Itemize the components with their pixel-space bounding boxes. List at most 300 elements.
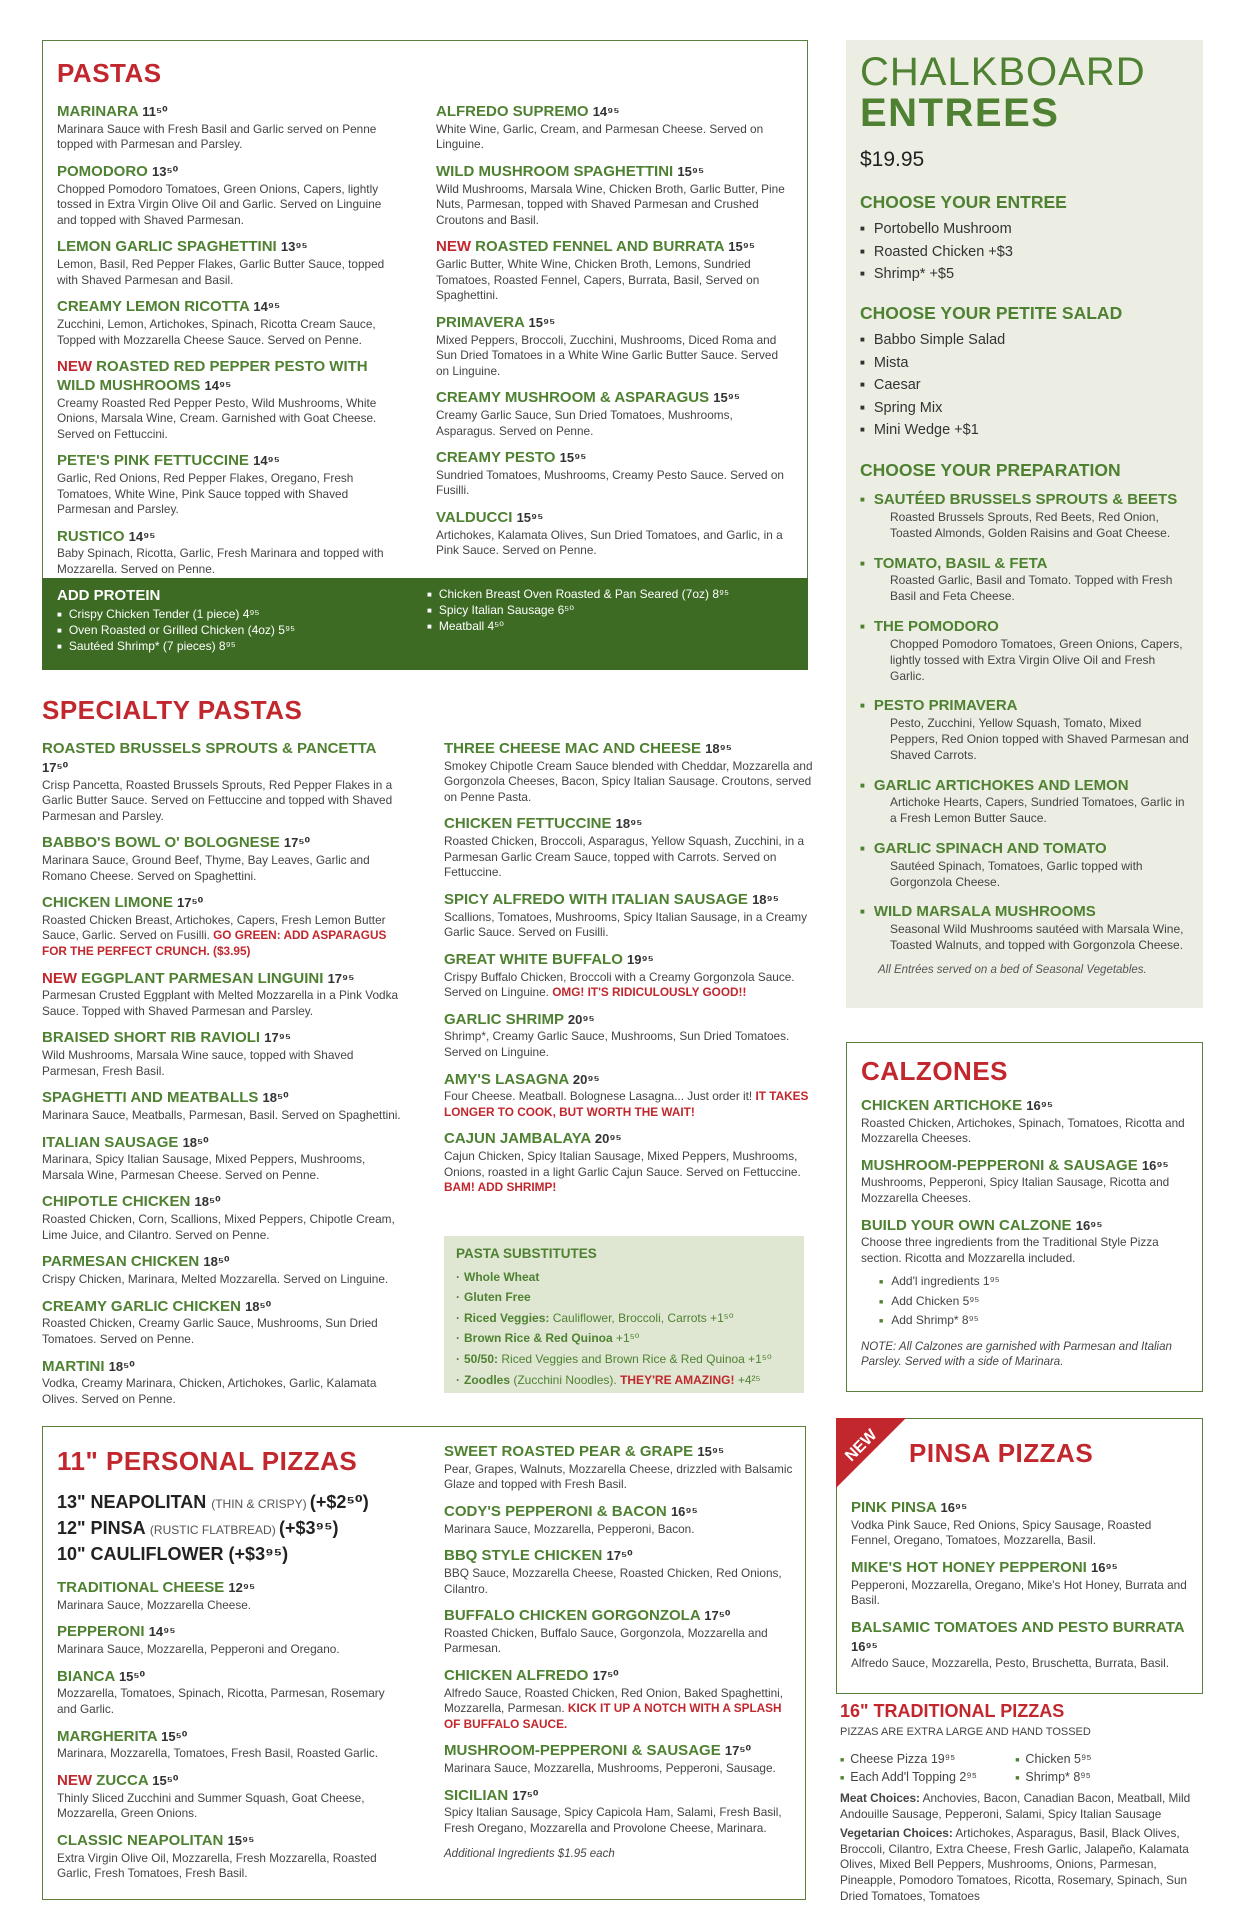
- item-description: Roasted Chicken Breast, Artichokes, Capers, Fresh Lemon Butter Sauce, Garlic. Served on Fusilli. GO GREEN: ADD ASPARAGUS FOR THE PERFECT CRUNCH. ($3.95): [42, 912, 387, 958]
- item-description: Scallions, Tomatoes, Mushrooms, Spicy Italian Sausage, in a Creamy Garlic Sauce. Served on Fusilli.: [444, 909, 808, 940]
- item-description: Extra Virgin Olive Oil, Mozzarella, Fresh Mozzarella, Roasted Garlic, Fresh Tomatoes, Fresh Basil.: [57, 1850, 377, 1881]
- pasta-item: [57, 298, 387, 348]
- item-description: Zucchini, Lemon, Artichokes, Spinach, Ricotta Cream Sauce, Topped with Mozzarella Cheese Sauce. Served on Penne.: [57, 316, 376, 347]
- substitute-option: · Whole Wheat: [456, 1267, 792, 1288]
- item-description: Pear, Grapes, Walnuts, Mozzarella Cheese, drizzled with Balsamic Glaze and topped with Fresh Basil.: [444, 1461, 793, 1492]
- item-description: Lemon, Basil, Red Pepper Flakes, Garlic Butter Sauce, topped with Shaved Parmesan and Basil.: [57, 257, 385, 287]
- item-price: 17⁵⁰: [512, 1787, 539, 1803]
- pizza-item: [57, 1623, 397, 1657]
- item-name: NEW ROASTED FENNEL AND BURRATA 15⁹⁵: [436, 238, 755, 256]
- specialty-right-column: [444, 740, 814, 1206]
- item-name: POMODORO 13⁵⁰: [57, 162, 179, 180]
- traditional-price: ■ Each Add'l Topping 2⁹⁵: [840, 1768, 1015, 1787]
- item-name: MARTINI 18⁵⁰: [42, 1357, 135, 1375]
- item-price: 15⁹⁵: [713, 390, 740, 406]
- item-price: 20⁹⁵: [594, 1131, 622, 1147]
- pastas-section: [42, 40, 808, 670]
- pasta-item: [436, 449, 788, 499]
- item-name: CREAMY LEMON RICOTTA 14⁹⁵: [57, 298, 281, 316]
- choose-preparation-title: CHOOSE YOUR PREPARATION: [860, 459, 1121, 480]
- item-description: Artichokes, Kalamata Olives, Sun Dried Tomatoes, and Garlic, in a Pink Sauce. Served on Penne.: [436, 527, 783, 558]
- crust-option: 13" NEAPOLITAN (THIN & CRISPY) (+$2⁵⁰): [57, 1491, 369, 1512]
- substitute-option: · Riced Veggies: Cauliflower, Broccoli, Carrots +1⁵⁰: [456, 1308, 792, 1329]
- item-name: SPICY ALFREDO WITH ITALIAN SAUSAGE 18⁹⁵: [444, 890, 779, 908]
- preparation-name: ■ GARLIC ARTICHOKES AND LEMON: [860, 777, 1190, 796]
- specialty-item: [42, 1358, 402, 1408]
- specialty-item: [444, 740, 814, 805]
- item-description: Vodka, Creamy Marinara, Chicken, Artichokes, Garlic, Kalamata Olives. Served on Penne.: [42, 1376, 377, 1406]
- item-name: BRAISED SHORT RIB RAVIOLI 17⁹⁵: [42, 1029, 291, 1047]
- item-name: SPAGHETTI AND MEATBALLS 18⁵⁰: [42, 1089, 289, 1107]
- protein-list-left: [57, 606, 407, 655]
- item-price: 18⁵⁰: [203, 1254, 230, 1270]
- item-price: 18⁹⁵: [615, 816, 643, 832]
- specialty-item: [42, 1029, 402, 1079]
- item-name: VALDUCCI 15⁹⁵: [436, 508, 544, 526]
- substitute-option: · 50/50: Riced Veggies and Brown Rice & Red Quinoa +1⁵⁰: [456, 1349, 792, 1370]
- calzones-title: CALZONES: [861, 1056, 1008, 1086]
- calzone-addon: ■ Add Chicken 5⁹⁵: [879, 1292, 1191, 1311]
- pizza-item: [444, 1667, 794, 1732]
- item-name: MUSHROOM-PEPPERONI & SAUSAGE 16⁹⁵: [861, 1156, 1169, 1174]
- item-name: MARGHERITA 15⁵⁰: [57, 1727, 188, 1745]
- item-name: GREAT WHITE BUFFALO 19⁹⁵: [444, 950, 654, 968]
- pasta-item: [57, 103, 387, 153]
- protein-option: ■ Crispy Chicken Tender (1 piece) 4⁹⁵: [57, 606, 407, 622]
- choose-salad-title: CHOOSE YOUR PETITE SALAD: [860, 303, 1123, 324]
- new-label: NEW: [57, 358, 97, 376]
- pizza-item: [444, 1787, 794, 1837]
- item-description: Crispy Buffalo Chicken, Broccoli with a Creamy Gorgonzola Sauce. Served on Linguine. OMG! IT'S RIDICULOUSLY GOOD!!: [444, 969, 795, 1000]
- pizza-item: [57, 1772, 397, 1822]
- item-price: 15⁹⁵: [677, 163, 705, 179]
- traditional-price: ■ Cheese Pizza 19⁹⁵: [840, 1750, 1015, 1769]
- personal-pizzas-section: [42, 1426, 806, 1900]
- pizza-item: [57, 1579, 397, 1613]
- meat-choices-text: Anchovies, Bacon, Canadian Bacon, Meatball, Mild Andouille Sausage, Pepperoni, Salami, Spicy Italian Sausage: [840, 1791, 1191, 1821]
- specialty-pastas-title: SPECIALTY PASTAS: [42, 695, 303, 725]
- choose-entree-title: CHOOSE YOUR ENTREE: [860, 192, 1067, 213]
- meat-choices-label: Meat Choices:: [840, 1791, 920, 1806]
- salad-options: [860, 329, 1190, 441]
- item-price: 16⁹⁵: [940, 1500, 968, 1515]
- item-name: CREAMY MUSHROOM & ASPARAGUS 15⁹⁵: [436, 389, 740, 407]
- preparation-item: [860, 491, 1190, 541]
- preparation-description: Pesto, Zucchini, Yellow Squash, Tomato, Mixed Peppers, Red Onion topped with Shaved Parmesan and Shaved Carrots.: [890, 716, 1189, 762]
- substitute-price: +4²⁵: [737, 1372, 761, 1387]
- crust-options: [57, 1489, 397, 1567]
- entree-option: ■ Portobello Mushroom: [860, 218, 1190, 240]
- entrees-note: All Entrées served on a bed of Seasonal Vegetables.: [878, 963, 1147, 976]
- protein-option: ■ Chicken Breast Oven Roasted & Pan Seared (7oz) 8⁹⁵: [427, 586, 797, 602]
- item-description: Chopped Pomodoro Tomatoes, Green Onions, Capers, lightly tossed in Extra Virgin Olive Oil and Garlic. Served on Linguine and topped with Shaved Parmesan.: [57, 181, 382, 227]
- item-name: CHICKEN FETTUCCINE 18⁹⁵: [444, 815, 643, 833]
- item-price: 15⁵⁰: [152, 1772, 179, 1788]
- calzone-item: [861, 1217, 1191, 1267]
- item-price: 14⁹⁵: [253, 453, 280, 469]
- preparation-item: [860, 903, 1190, 953]
- item-name: BALSAMIC TOMATOES AND PESTO BURRATA 16⁹⁵: [851, 1618, 1185, 1654]
- item-price: 16⁹⁵: [1026, 1097, 1054, 1113]
- item-description: Four Cheese. Meatball. Bolognese Lasagna... Just order it! IT TAKES LONGER TO COOK, BUT WORTH THE WAIT!: [444, 1089, 809, 1119]
- preparation-description: Sautéed Spinach, Tomatoes, Garlic topped with Gorgonzola Cheese.: [890, 858, 1143, 889]
- item-price: 18⁵⁰: [245, 1298, 272, 1314]
- preparation-description: Roasted Brussels Sprouts, Red Beets, Red Onion, Toasted Almonds, Golden Raisins and Goat Cheese.: [890, 510, 1171, 540]
- pizza-item: [444, 1742, 794, 1776]
- item-callout: GO GREEN: ADD ASPARAGUS FOR THE PERFECT CRUNCH. ($3.95): [42, 928, 387, 958]
- item-price: 14⁹⁵: [592, 104, 620, 119]
- substitute-detail: (Zucchini Noodles).: [513, 1372, 621, 1387]
- pizza-item: [57, 1728, 397, 1762]
- item-price: 17⁵⁰: [177, 895, 204, 911]
- pasta-item: [57, 163, 387, 228]
- item-name: AMY'S LASAGNA 20⁹⁵: [444, 1070, 600, 1088]
- personal-pizzas-left: [57, 1579, 397, 1882]
- item-price: 16⁹⁵: [1091, 1559, 1118, 1575]
- protein-option: ■ Oven Roasted or Grilled Chicken (4oz) 5⁹⁵: [57, 622, 407, 638]
- traditional-subtitle: PIZZAS ARE EXTRA LARGE AND HAND TOSSED: [840, 1726, 1091, 1739]
- pasta-item: [436, 163, 788, 228]
- calzones-note: NOTE: All Calzones are garnished with Parmesan and Italian Parsley. Served with a side of Marinara.: [861, 1340, 1172, 1368]
- item-callout: IT TAKES LONGER TO COOK, BUT WORTH THE WAIT!: [444, 1089, 809, 1119]
- item-price: 16⁹⁵: [670, 1503, 698, 1519]
- item-name: BUILD YOUR OWN CALZONE 16⁹⁵: [861, 1216, 1103, 1234]
- item-price: 17⁵⁰: [704, 1608, 731, 1624]
- pasta-item: [436, 509, 788, 559]
- salad-option: ■ Mista: [860, 352, 1190, 374]
- item-description: Roasted Chicken, Creamy Garlic Sauce, Mushrooms, Sun Dried Tomatoes. Served on Penne.: [42, 1316, 378, 1346]
- item-description: Alfredo Sauce, Roasted Chicken, Red Onion, Baked Spaghettini, Mozzarella, Parmesan. KICK IT UP A NOTCH WITH A SPLASH OF BUFFALO SAUCE.: [444, 1685, 784, 1731]
- item-price: 17⁵⁰: [592, 1667, 619, 1683]
- item-price: 18⁹⁵: [752, 891, 779, 907]
- item-price: 17⁵⁰: [42, 759, 69, 775]
- specialty-item: [444, 1071, 814, 1121]
- preparation-name: ■ GARLIC SPINACH AND TOMATO: [860, 840, 1190, 859]
- item-name: CAJUN JAMBALAYA 20⁹⁵: [444, 1130, 622, 1148]
- item-name: PETE'S PINK FETTUCCINE 14⁹⁵: [57, 452, 280, 470]
- item-price: 18⁵⁰: [182, 1134, 209, 1150]
- pinsa-item: [851, 1619, 1191, 1672]
- item-name: PARMESAN CHICKEN 18⁵⁰: [42, 1253, 230, 1271]
- specialty-item: [42, 1193, 402, 1243]
- item-name: BABBO'S BOWL O' BOLOGNESE 17⁵⁰: [42, 834, 311, 852]
- item-description: Sundried Tomatoes, Mushrooms, Creamy Pesto Sauce. Served on Fusilli.: [436, 467, 784, 498]
- preparation-item: [860, 618, 1190, 684]
- item-name: PEPPERONI 14⁹⁵: [57, 1623, 176, 1641]
- item-description: Mushrooms, Pepperoni, Spicy Italian Sausage, Ricotta and Mozzarella Cheeses.: [861, 1175, 1170, 1205]
- pasta-item: [57, 452, 387, 517]
- item-price: 20⁹⁵: [567, 1011, 595, 1027]
- item-description: Spicy Italian Sausage, Spicy Capicola Ham, Salami, Fresh Basil, Fresh Oregano, Mozzarella and Provolone Cheese, Marinara.: [444, 1805, 782, 1835]
- protein-option: ■ Spicy Italian Sausage 6⁵⁰: [427, 602, 797, 618]
- item-name: BIANCA 15⁵⁰: [57, 1667, 146, 1685]
- item-name: GARLIC SHRIMP 20⁹⁵: [444, 1010, 595, 1028]
- new-badge: NEW: [842, 1426, 881, 1465]
- item-name: NEW ROASTED RED PEPPER PESTO WITH WILD MUSHROOMS 14⁹⁵: [57, 358, 368, 394]
- item-price: 15⁹⁵: [516, 509, 544, 525]
- item-description: Garlic Butter, White Wine, Chicken Broth, Lemons, Sundried Tomatoes, Roasted Fennel, Capers, Burrata, Basil, Served on Spaghettini.: [436, 257, 760, 303]
- item-description: Marinara, Spicy Italian Sausage, Mixed Peppers, Mushrooms, Marsala Wine, Parmesan Cheese. Served on Penne.: [42, 1152, 366, 1182]
- item-price: 15⁹⁵: [697, 1444, 725, 1459]
- item-name: BBQ STYLE CHICKEN 17⁵⁰: [444, 1547, 633, 1565]
- item-description: Alfredo Sauce, Mozzarella, Pesto, Bruschetta, Burrata, Basil.: [851, 1656, 1170, 1671]
- chalkboard-title: CHALKBOARD: [860, 50, 1146, 94]
- entrees-title: ENTREES: [860, 91, 1060, 135]
- item-name: CLASSIC NEAPOLITAN 15⁹⁵: [57, 1831, 255, 1849]
- item-name: SWEET ROASTED PEAR & GRAPE 15⁹⁵: [444, 1443, 725, 1460]
- item-price: 13⁵⁰: [152, 163, 179, 179]
- item-description: Shrimp*, Creamy Garlic Sauce, Mushrooms, Sun Dried Tomatoes. Served on Linguine.: [444, 1029, 790, 1059]
- pasta-item: [436, 103, 788, 153]
- pasta-item: [436, 238, 788, 303]
- entrees-price: $19.95: [860, 148, 925, 171]
- item-name: CREAMY GARLIC CHICKEN 18⁵⁰: [42, 1297, 272, 1315]
- specialty-item: [42, 740, 402, 824]
- item-description: Garlic, Red Onions, Red Pepper Flakes, Oregano, Fresh Tomatoes, White Wine, Pink Sauce topped with Shaved Parmesan and Parsley.: [57, 471, 354, 517]
- item-description: Wild Mushrooms, Marsala Wine, Chicken Broth, Garlic Butter, Pine Nuts, Parmesan, topped with Shaved Parmesan and Crushed Croutons and Basil.: [436, 181, 785, 227]
- preparation-description: Artichoke Hearts, Capers, Sundried Tomatoes, Garlic in a Fresh Lemon Butter Sauce.: [890, 795, 1185, 826]
- substitute-callout: THEY'RE AMAZING!: [620, 1372, 738, 1387]
- crust-upcharge: (+$3⁹⁵): [279, 1517, 339, 1538]
- specialty-item: [444, 891, 814, 941]
- pasta-item: [57, 238, 387, 288]
- specialty-left-column: [42, 740, 402, 1417]
- specialty-item: [42, 834, 402, 884]
- specialty-item: [444, 951, 814, 1001]
- substitute-detail: Cauliflower, Broccoli, Carrots +1⁵⁰: [552, 1310, 734, 1325]
- item-description: Mozzarella, Tomatoes, Spinach, Ricotta, Parmesan, Rosemary and Garlic.: [57, 1686, 385, 1717]
- specialty-item: [444, 1011, 814, 1061]
- veg-choices-label: Vegetarian Choices:: [840, 1826, 953, 1841]
- specialty-item: [42, 1298, 402, 1348]
- personal-pizzas-right: [444, 1443, 794, 1837]
- item-name: BUFFALO CHICKEN GORGONZOLA 17⁵⁰: [444, 1607, 731, 1625]
- substitute-option: · Gluten Free: [456, 1287, 792, 1308]
- crust-option: 12" PINSA (RUSTIC FLATBREAD) (+$3⁹⁵): [57, 1517, 339, 1538]
- item-description: Cajun Chicken, Spicy Italian Sausage, Mixed Peppers, Mushrooms, Onions, roasted in a light Garlic Cajun Sauce. Served on Fettuccine. BAM! ADD SHRIMP!: [444, 1149, 801, 1195]
- crust-option: 10" CAULIFLOWER (+$3⁹⁵): [57, 1543, 289, 1564]
- item-description: Smokey Chipotle Cream Sauce blended with Cheddar, Mozzarella and Gorgonzola Cheeses, Bacon, Spicy Italian Sausage. Croutons, served on Penne Pasta.: [444, 758, 813, 804]
- item-price: 18⁹⁵: [705, 741, 732, 756]
- pasta-substitutes-panel: [444, 1236, 804, 1393]
- item-name: CHICKEN LIMONE 17⁵⁰: [42, 894, 204, 912]
- specialty-item: [444, 1130, 814, 1195]
- substitute-option: · Brown Rice & Red Quinoa +1⁵⁰: [456, 1328, 792, 1349]
- item-description: Marinara Sauce, Mozzarella Cheese.: [57, 1597, 252, 1612]
- item-description: Baby Spinach, Ricotta, Garlic, Fresh Marinara and topped with Mozzarella. Served on Penne.: [57, 546, 384, 576]
- substitute-detail: Riced Veggies and Brown Rice & Red Quinoa +1⁵⁰: [501, 1352, 772, 1367]
- new-label: NEW: [42, 969, 82, 987]
- pasta-item: [57, 358, 387, 442]
- item-price: 17⁵⁰: [606, 1548, 633, 1564]
- item-description: Roasted Chicken, Buffalo Sauce, Gorgonzola, Mozzarella and Parmesan.: [444, 1625, 768, 1656]
- item-callout: KICK IT UP A NOTCH WITH A SPLASH OF BUFFALO SAUCE.: [444, 1701, 782, 1731]
- item-price: 11⁵⁰: [142, 104, 168, 119]
- entree-options: [860, 218, 1190, 285]
- item-price: 17⁵⁰: [724, 1743, 752, 1759]
- item-description: Roasted Chicken, Artichokes, Spinach, Tomatoes, Ricotta and Mozzarella Cheeses.: [861, 1115, 1185, 1146]
- pasta-item: [436, 389, 788, 439]
- item-name: CHICKEN ALFREDO 17⁵⁰: [444, 1666, 619, 1684]
- preparation-name: ■ SAUTÉED BRUSSELS SPROUTS & BEETS: [860, 491, 1190, 510]
- calzones-section: [846, 1042, 1203, 1392]
- item-name: MIKE'S HOT HONEY PEPPERONI 16⁹⁵: [851, 1558, 1118, 1576]
- vegetarian-choices: [840, 1826, 1205, 1904]
- item-callout: BAM! ADD SHRIMP!: [444, 1180, 557, 1195]
- item-price: 20⁹⁵: [572, 1071, 600, 1087]
- veg-choices-text: Artichokes, Asparagus, Basil, Black Olives, Broccoli, Cilantro, Extra Cheese, Fresh Garlic, Jalapeño, Kalamata Olives, Mixed Bell Peppers, Mushrooms, Onions, Parmesan, Pineapple, Pomodoro Tomatoes, Ricotta, Rosemary, Spinach, Sun Dried Tomatoes, Tomatoes: [840, 1826, 1189, 1903]
- item-name: WILD MUSHROOM SPAGHETTINI 15⁹⁵: [436, 162, 705, 180]
- preparation-description: Chopped Pomodoro Tomatoes, Green Onions, Capers, lightly tossed with Extra Virgin Olive Oil and Fresh Garlic.: [890, 636, 1183, 683]
- item-description: White Wine, Garlic, Cream, and Parmesan Cheese. Served on Linguine.: [436, 121, 764, 152]
- substitutes-list: [456, 1267, 792, 1391]
- pasta-substitutes-title: PASTA SUBSTITUTES: [456, 1246, 597, 1261]
- calzone-addon: ■ Add'l ingredients 1⁹⁵: [879, 1272, 1191, 1291]
- preparation-name: ■ WILD MARSALA MUSHROOMS: [860, 903, 1190, 922]
- crust-subtitle: (THIN & CRISPY): [211, 1496, 310, 1511]
- item-description: Vodka Pink Sauce, Red Onions, Spicy Sausage, Roasted Fennel, Oregano, Tomatoes, Mozzarella, Basil.: [851, 1517, 1152, 1548]
- item-name: NEW ZUCCA 15⁵⁰: [57, 1771, 179, 1789]
- preparation-name: ■ TOMATO, BASIL & FETA: [860, 555, 1190, 574]
- entree-option: ■ Roasted Chicken +$3: [860, 241, 1190, 263]
- traditional-pizzas-section: [840, 1700, 1205, 1904]
- item-name: PINK PINSA 16⁹⁵: [851, 1499, 968, 1516]
- new-label: NEW: [57, 1771, 97, 1789]
- item-price: 14⁹⁵: [128, 528, 156, 544]
- item-name: TRADITIONAL CHEESE 12⁹⁵: [57, 1579, 256, 1597]
- pizza-item: [57, 1832, 397, 1882]
- preparation-item: [860, 840, 1190, 890]
- item-description: Marinara Sauce, Meatballs, Parmesan, Basil. Served on Spaghettini.: [42, 1108, 401, 1122]
- preparation-item: [860, 777, 1190, 827]
- substitute-option: · Zoodles (Zucchini Noodles). THEY'RE AMAZING! +4²⁵: [456, 1370, 792, 1391]
- item-callout: OMG! IT'S RIDICULOUSLY GOOD!!: [552, 985, 747, 1000]
- item-price: 14⁹⁵: [204, 377, 232, 393]
- salad-option: ■ Spring Mix: [860, 397, 1190, 419]
- meat-choices: [840, 1791, 1205, 1822]
- pizza-item: [444, 1503, 794, 1537]
- protein-option: ■ Sautéed Shrimp* (7 pieces) 8⁹⁵: [57, 638, 407, 654]
- crust-upcharge: (+$3⁹⁵): [228, 1543, 289, 1564]
- preparation-item: [860, 555, 1190, 605]
- item-price: 16⁹⁵: [1075, 1217, 1103, 1233]
- chalkboard-entrees-panel: [846, 40, 1203, 1008]
- item-name: CREAMY PESTO 15⁹⁵: [436, 449, 587, 467]
- item-name: MUSHROOM-PEPPERONI & SAUSAGE 17⁵⁰: [444, 1742, 752, 1760]
- item-name: CHIPOTLE CHICKEN 18⁵⁰: [42, 1193, 221, 1211]
- item-description: Marinara Sauce, Mozzarella, Pepperoni, Bacon.: [444, 1521, 695, 1536]
- item-price: 17⁹⁵: [327, 970, 355, 986]
- traditional-price: ■ Shrimp* 8⁹⁵: [1015, 1768, 1190, 1787]
- calzone-item: [861, 1157, 1191, 1207]
- protein-option: ■ Meatball 4⁵⁰: [427, 618, 797, 634]
- crust-upcharge: (+$2⁵⁰): [309, 1491, 369, 1512]
- preparation-description: Roasted Garlic, Basil and Tomato. Topped with Fresh Basil and Feta Cheese.: [890, 573, 1173, 604]
- pastas-right-column: [436, 103, 788, 569]
- specialty-item: [444, 815, 814, 880]
- preparation-item: [860, 697, 1190, 763]
- crust-subtitle: (RUSTIC FLATBREAD): [149, 1522, 280, 1537]
- pinsa-item: [851, 1559, 1191, 1609]
- entree-option: ■ Shrimp* +$5: [860, 263, 1190, 285]
- item-price: 15⁹⁵: [559, 450, 587, 466]
- item-description: Crisp Pancetta, Roasted Brussels Sprouts, Red Pepper Flakes in a Garlic Butter Sauce. Served on Fettuccine and topped with Shaved Parmesan and Parsley.: [42, 777, 393, 823]
- item-description: Pepperoni, Mozzarella, Oregano, Mike's Hot Honey, Burrata and Basil.: [851, 1577, 1187, 1608]
- traditional-prices: [840, 1750, 1205, 1788]
- calzones-list: [861, 1097, 1191, 1267]
- item-name: RUSTICO 14⁹⁵: [57, 527, 156, 545]
- item-price: 15⁵⁰: [161, 1728, 188, 1744]
- item-description: Thinly Sliced Zucchini and Summer Squash, Goat Cheese, Mozzarella, Green Onions.: [57, 1790, 365, 1821]
- preparation-description: Seasonal Wild Mushrooms sautéed with Marsala Wine, Toasted Walnuts, and topped with Gorgonzola Cheese.: [890, 922, 1184, 952]
- calzone-item: [861, 1097, 1191, 1147]
- add-protein-panel: [42, 578, 808, 670]
- item-price: 18⁵⁰: [194, 1194, 221, 1210]
- pinsa-list: [851, 1499, 1191, 1682]
- item-description: Choose three ingredients from the Traditional Style Pizza section. Ricotta and Mozzarella included.: [861, 1235, 1159, 1265]
- item-name: THREE CHEESE MAC AND CHEESE 18⁹⁵: [444, 740, 732, 757]
- item-price: 14⁹⁵: [253, 299, 281, 315]
- item-description: Mixed Peppers, Broccoli, Zucchini, Mushrooms, Diced Roma and Sun Dried Tomatoes in a White Wine Garlic Butter Sauce. Served on Linguine.: [436, 332, 779, 378]
- item-name: ALFREDO SUPREMO 14⁹⁵: [436, 103, 620, 120]
- additional-ingredients-note: Additional Ingredients $1.95 each: [444, 1847, 615, 1860]
- preparation-name: ■ PESTO PRIMAVERA: [860, 697, 1190, 716]
- item-price: 13⁹⁵: [280, 239, 308, 255]
- item-price: 18⁵⁰: [108, 1358, 135, 1374]
- add-protein-title: ADD PROTEIN: [57, 587, 161, 604]
- item-description: Marinara Sauce, Ground Beef, Thyme, Bay Leaves, Garlic and Romano Cheese. Served on Spaghettini.: [42, 852, 370, 883]
- item-description: BBQ Sauce, Mozzarella Cheese, Roasted Chicken, Red Onions, Cilantro.: [444, 1565, 782, 1596]
- item-price: 17⁹⁵: [264, 1030, 291, 1046]
- item-price: 17⁵⁰: [283, 835, 311, 851]
- item-description: Marinara Sauce, Mozzarella, Mushrooms, Pepperoni, Sausage.: [444, 1761, 776, 1776]
- traditional-price: ■ Chicken 5⁹⁵: [1015, 1750, 1190, 1769]
- salad-option: ■ Babbo Simple Salad: [860, 329, 1190, 351]
- item-name: LEMON GARLIC SPAGHETTINI 13⁹⁵: [57, 238, 308, 256]
- specialty-item: [42, 1134, 402, 1184]
- personal-pizzas-title: 11" PERSONAL PIZZAS: [57, 1446, 358, 1476]
- pasta-item: [436, 314, 788, 379]
- item-name: ROASTED BRUSSELS SPROUTS & PANCETTA 17⁵⁰: [42, 740, 376, 775]
- item-description: Wild Mushrooms, Marsala Wine sauce, topped with Shaved Parmesan, Fresh Basil.: [42, 1048, 354, 1078]
- item-price: 19⁹⁵: [627, 951, 654, 967]
- item-price: 18⁵⁰: [262, 1090, 289, 1106]
- pizza-item: [444, 1607, 794, 1657]
- pasta-item: [57, 528, 387, 578]
- item-name: CODY'S PEPPERONI & BACON 16⁹⁵: [444, 1502, 698, 1520]
- item-price: 16⁹⁵: [851, 1638, 878, 1654]
- item-price: 15⁹⁵: [728, 239, 755, 255]
- item-price: 12⁹⁵: [228, 1580, 256, 1596]
- item-description: Creamy Roasted Red Pepper Pesto, Wild Mushrooms, White Onions, Marsala Wine, Cream. Garnished with Goat Cheese. Served on Fettuccini.: [57, 395, 377, 441]
- item-description: Marinara Sauce with Fresh Basil and Garlic served on Penne topped with Parmesan and Parsley.: [57, 121, 377, 152]
- item-price: 14⁹⁵: [148, 1624, 176, 1640]
- pizza-item: [444, 1443, 794, 1493]
- item-description: Roasted Chicken, Corn, Scallions, Mixed Peppers, Chipotle Cream, Lime Juice, and Cilantro. Served on Penne.: [42, 1212, 395, 1242]
- traditional-pizzas-title: 16" TRADITIONAL PIZZAS: [840, 1701, 1065, 1721]
- specialty-item: [42, 970, 402, 1020]
- item-description: Creamy Garlic Sauce, Sun Dried Tomatoes, Mushrooms, Asparagus. Served on Penne.: [436, 407, 733, 438]
- item-description: Crispy Chicken, Marinara, Melted Mozzarella. Served on Linguine.: [42, 1272, 389, 1287]
- preparation-options: [860, 491, 1190, 954]
- item-name: ITALIAN SAUSAGE 18⁵⁰: [42, 1133, 209, 1151]
- item-price: 16⁹⁵: [1141, 1157, 1169, 1173]
- item-name: NEW EGGPLANT PARMESAN LINGUINI 17⁹⁵: [42, 969, 355, 987]
- item-description: Marinara, Mozzarella, Tomatoes, Fresh Basil, Roasted Garlic.: [57, 1746, 379, 1761]
- preparation-name: ■ THE POMODORO: [860, 618, 1190, 637]
- pinsa-pizzas-title: PINSA PIZZAS: [909, 1438, 1094, 1468]
- pizza-item: [57, 1668, 397, 1718]
